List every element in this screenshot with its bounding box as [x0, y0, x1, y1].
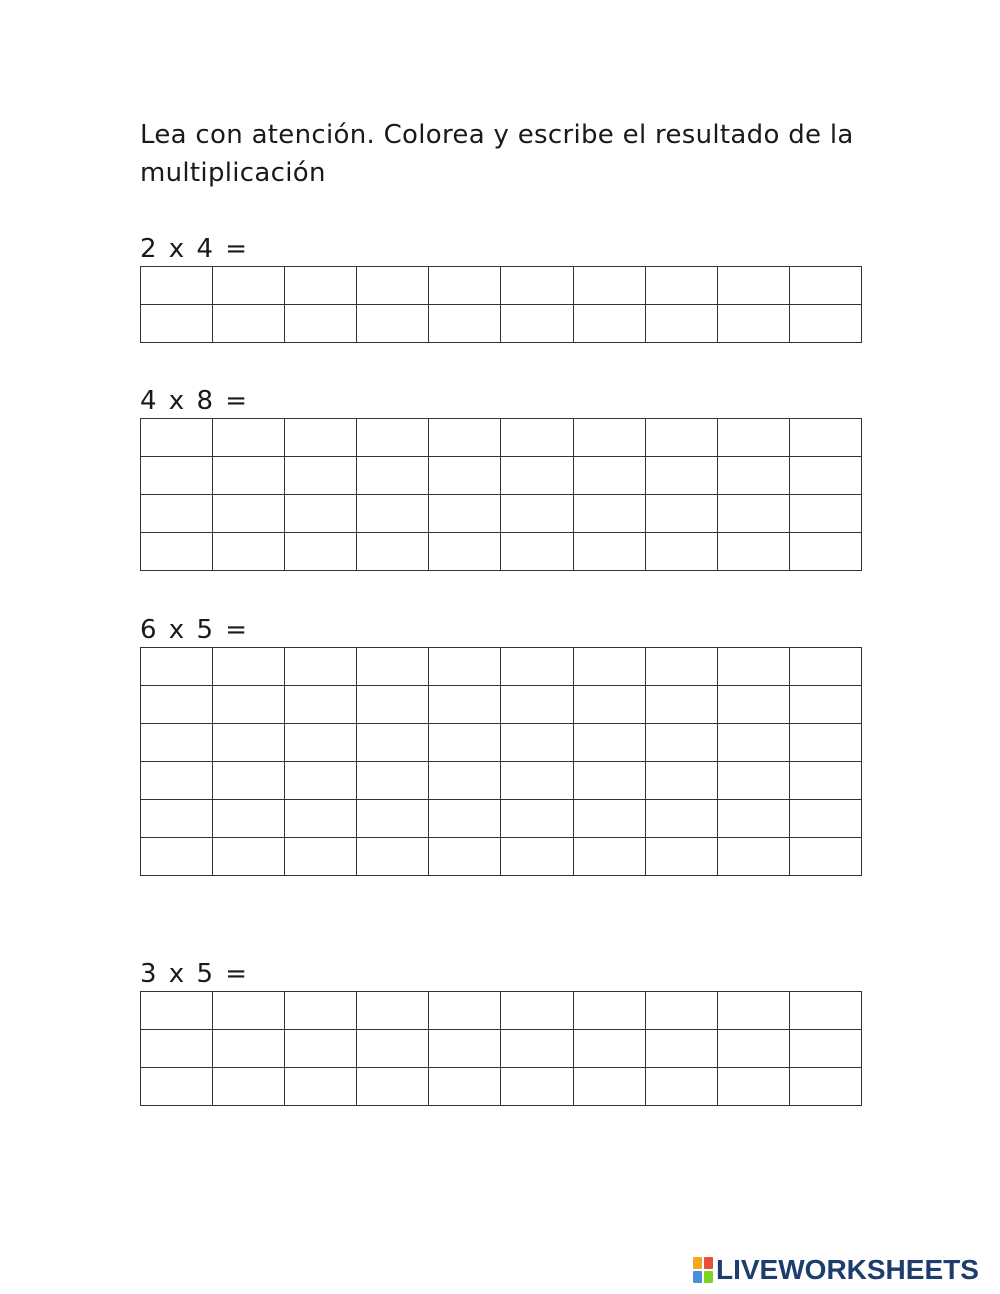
grid-cell[interactable] — [213, 533, 285, 571]
grid-row — [141, 267, 862, 305]
grid-row — [141, 305, 862, 343]
grid-cell[interactable] — [501, 533, 573, 571]
grid-row — [141, 724, 862, 762]
grid-cell[interactable] — [141, 762, 213, 800]
grid-cell[interactable] — [429, 267, 501, 305]
grid-cell[interactable] — [573, 267, 645, 305]
grid-cell[interactable] — [573, 992, 645, 1030]
grid-cell[interactable] — [501, 800, 573, 838]
grid-cell[interactable] — [285, 1068, 357, 1106]
grid-cell[interactable] — [645, 1068, 717, 1106]
grid-cell[interactable] — [285, 800, 357, 838]
exercise-label: 6 x 5 = — [140, 615, 250, 645]
grid-cell[interactable] — [717, 800, 789, 838]
grid-cell[interactable] — [213, 267, 285, 305]
grid-cell[interactable] — [285, 419, 357, 457]
grid-cell[interactable] — [429, 838, 501, 876]
grid-cell[interactable] — [213, 686, 285, 724]
coloring-grid — [140, 266, 862, 343]
grid-cell[interactable] — [645, 419, 717, 457]
grid-cell[interactable] — [789, 267, 861, 305]
grid-cell[interactable] — [717, 992, 789, 1030]
coloring-grid — [140, 418, 862, 571]
grid-cell[interactable] — [285, 495, 357, 533]
grid-cell[interactable] — [717, 1068, 789, 1106]
grid-cell[interactable] — [357, 495, 429, 533]
grid-row — [141, 648, 862, 686]
grid-cell[interactable] — [357, 457, 429, 495]
grid-cell[interactable] — [573, 762, 645, 800]
grid-cell[interactable] — [645, 495, 717, 533]
grid-cell[interactable] — [789, 1068, 861, 1106]
grid-cell[interactable] — [789, 457, 861, 495]
instructions-text: Lea con atención. Colorea y escribe el resultado de la multiplicación — [140, 120, 854, 188]
grid-cell[interactable] — [141, 838, 213, 876]
grid-cell[interactable] — [213, 762, 285, 800]
grid-cell[interactable] — [645, 305, 717, 343]
grid-row — [141, 838, 862, 876]
grid-cell[interactable] — [141, 724, 213, 762]
grid-cell[interactable] — [717, 686, 789, 724]
grid-cell[interactable] — [645, 1030, 717, 1068]
grid-row — [141, 495, 862, 533]
liveworksheets-logo — [693, 1256, 979, 1284]
grid-cell[interactable] — [213, 724, 285, 762]
grid-cell[interactable] — [141, 533, 213, 571]
grid-cell[interactable] — [573, 457, 645, 495]
grid-cell[interactable] — [285, 762, 357, 800]
grid-cell[interactable] — [573, 838, 645, 876]
grid-cell[interactable] — [501, 495, 573, 533]
grid-cell[interactable] — [645, 992, 717, 1030]
grid-cell[interactable] — [573, 724, 645, 762]
grid-cell[interactable] — [285, 724, 357, 762]
grid-cell[interactable] — [501, 267, 573, 305]
grid-cell[interactable] — [213, 305, 285, 343]
exercise-label: 3 x 5 = — [140, 959, 250, 989]
grid-row — [141, 1030, 862, 1068]
grid-cell[interactable] — [789, 838, 861, 876]
grid-row — [141, 992, 862, 1030]
grid-cell[interactable] — [573, 305, 645, 343]
grid-cell[interactable] — [213, 457, 285, 495]
grid-cell[interactable] — [645, 838, 717, 876]
grid-cell[interactable] — [789, 533, 861, 571]
grid-cell[interactable] — [717, 419, 789, 457]
grid-cell[interactable] — [429, 495, 501, 533]
grid-cell[interactable] — [645, 724, 717, 762]
grid-cell[interactable] — [357, 648, 429, 686]
grid-cell[interactable] — [573, 533, 645, 571]
grid-cell[interactable] — [357, 1068, 429, 1106]
grid-cell[interactable] — [357, 838, 429, 876]
grid-cell[interactable] — [501, 648, 573, 686]
grid-cell[interactable] — [213, 648, 285, 686]
grid-row — [141, 533, 862, 571]
grid-cell[interactable] — [357, 800, 429, 838]
grid-cell[interactable] — [213, 992, 285, 1030]
grid-cell[interactable] — [429, 762, 501, 800]
grid-cell[interactable] — [429, 724, 501, 762]
grid-cell[interactable] — [645, 762, 717, 800]
grid-cell[interactable] — [213, 495, 285, 533]
grid-cell[interactable] — [789, 495, 861, 533]
grid-cell[interactable] — [789, 305, 861, 343]
grid-cell[interactable] — [717, 305, 789, 343]
grid-cell[interactable] — [501, 457, 573, 495]
grid-cell[interactable] — [141, 992, 213, 1030]
grid-cell[interactable] — [789, 724, 861, 762]
grid-cell[interactable] — [789, 992, 861, 1030]
grid-cell[interactable] — [717, 724, 789, 762]
grid-row — [141, 686, 862, 724]
exercise-label: 4 x 8 = — [140, 386, 250, 416]
grid-cell[interactable] — [429, 457, 501, 495]
grid-cell[interactable] — [357, 762, 429, 800]
grid-row — [141, 1068, 862, 1106]
grid-cell[interactable] — [357, 724, 429, 762]
grid-cell[interactable] — [429, 1030, 501, 1068]
grid-cell[interactable] — [213, 838, 285, 876]
grid-cell[interactable] — [717, 267, 789, 305]
grid-cell[interactable] — [717, 838, 789, 876]
grid-cell[interactable] — [573, 1068, 645, 1106]
grid-cell[interactable] — [285, 838, 357, 876]
liveworksheets-icon — [693, 1257, 713, 1283]
grid-cell[interactable] — [429, 800, 501, 838]
grid-cell[interactable] — [285, 267, 357, 305]
grid-cell[interactable] — [645, 533, 717, 571]
grid-row — [141, 457, 862, 495]
grid-cell[interactable] — [357, 267, 429, 305]
grid-cell[interactable] — [789, 419, 861, 457]
grid-cell[interactable] — [141, 1068, 213, 1106]
grid-cell[interactable] — [429, 1068, 501, 1106]
grid-cell[interactable] — [501, 1068, 573, 1106]
grid-cell[interactable] — [717, 648, 789, 686]
grid-cell[interactable] — [429, 648, 501, 686]
grid-cell[interactable] — [213, 1068, 285, 1106]
grid-row — [141, 800, 862, 838]
grid-cell[interactable] — [573, 1030, 645, 1068]
grid-cell[interactable] — [357, 686, 429, 724]
grid-cell[interactable] — [501, 686, 573, 724]
grid-cell[interactable] — [357, 992, 429, 1030]
grid-cell[interactable] — [213, 1030, 285, 1068]
grid-cell[interactable] — [501, 762, 573, 800]
grid-row — [141, 419, 862, 457]
grid-cell[interactable] — [501, 305, 573, 343]
grid-cell[interactable] — [717, 457, 789, 495]
grid-cell[interactable] — [141, 1030, 213, 1068]
grid-cell[interactable] — [141, 800, 213, 838]
liveworksheets-wordmark: LIVEWORKSHEETS — [716, 1254, 979, 1285]
grid-cell[interactable] — [573, 419, 645, 457]
exercise-label: 2 x 4 = — [140, 234, 250, 264]
grid-cell[interactable] — [717, 533, 789, 571]
grid-cell[interactable] — [789, 800, 861, 838]
grid-cell[interactable] — [285, 457, 357, 495]
grid-cell[interactable] — [285, 648, 357, 686]
grid-cell[interactable] — [573, 800, 645, 838]
coloring-grid — [140, 991, 862, 1106]
grid-cell[interactable] — [141, 648, 213, 686]
grid-cell[interactable] — [213, 800, 285, 838]
grid-cell[interactable] — [645, 457, 717, 495]
grid-cell[interactable] — [429, 533, 501, 571]
grid-cell[interactable] — [501, 838, 573, 876]
grid-cell[interactable] — [429, 992, 501, 1030]
grid-cell[interactable] — [645, 800, 717, 838]
grid-cell[interactable] — [789, 1030, 861, 1068]
grid-cell[interactable] — [573, 648, 645, 686]
grid-cell[interactable] — [285, 686, 357, 724]
grid-cell[interactable] — [717, 1030, 789, 1068]
grid-cell[interactable] — [285, 533, 357, 571]
grid-row — [141, 762, 862, 800]
grid-cell[interactable] — [141, 305, 213, 343]
grid-cell[interactable] — [285, 305, 357, 343]
grid-cell[interactable] — [141, 419, 213, 457]
grid-cell[interactable] — [501, 1030, 573, 1068]
grid-cell[interactable] — [501, 992, 573, 1030]
grid-cell[interactable] — [141, 267, 213, 305]
grid-cell[interactable] — [645, 267, 717, 305]
grid-cell[interactable] — [573, 495, 645, 533]
coloring-grid — [140, 647, 862, 876]
grid-cell[interactable] — [141, 457, 213, 495]
grid-cell[interactable] — [141, 686, 213, 724]
grid-cell[interactable] — [357, 533, 429, 571]
grid-cell[interactable] — [717, 495, 789, 533]
grid-cell[interactable] — [357, 419, 429, 457]
grid-cell[interactable] — [789, 686, 861, 724]
grid-cell[interactable] — [213, 419, 285, 457]
grid-cell[interactable] — [429, 305, 501, 343]
grid-cell[interactable] — [501, 724, 573, 762]
grid-cell[interactable] — [357, 1030, 429, 1068]
grid-cell[interactable] — [429, 686, 501, 724]
grid-cell[interactable] — [789, 762, 861, 800]
grid-cell[interactable] — [573, 686, 645, 724]
grid-cell[interactable] — [789, 648, 861, 686]
grid-cell[interactable] — [141, 495, 213, 533]
grid-cell[interactable] — [429, 419, 501, 457]
grid-cell[interactable] — [645, 648, 717, 686]
grid-cell[interactable] — [285, 1030, 357, 1068]
grid-cell[interactable] — [645, 686, 717, 724]
grid-cell[interactable] — [717, 762, 789, 800]
grid-cell[interactable] — [357, 305, 429, 343]
grid-cell[interactable] — [501, 419, 573, 457]
grid-cell[interactable] — [285, 992, 357, 1030]
